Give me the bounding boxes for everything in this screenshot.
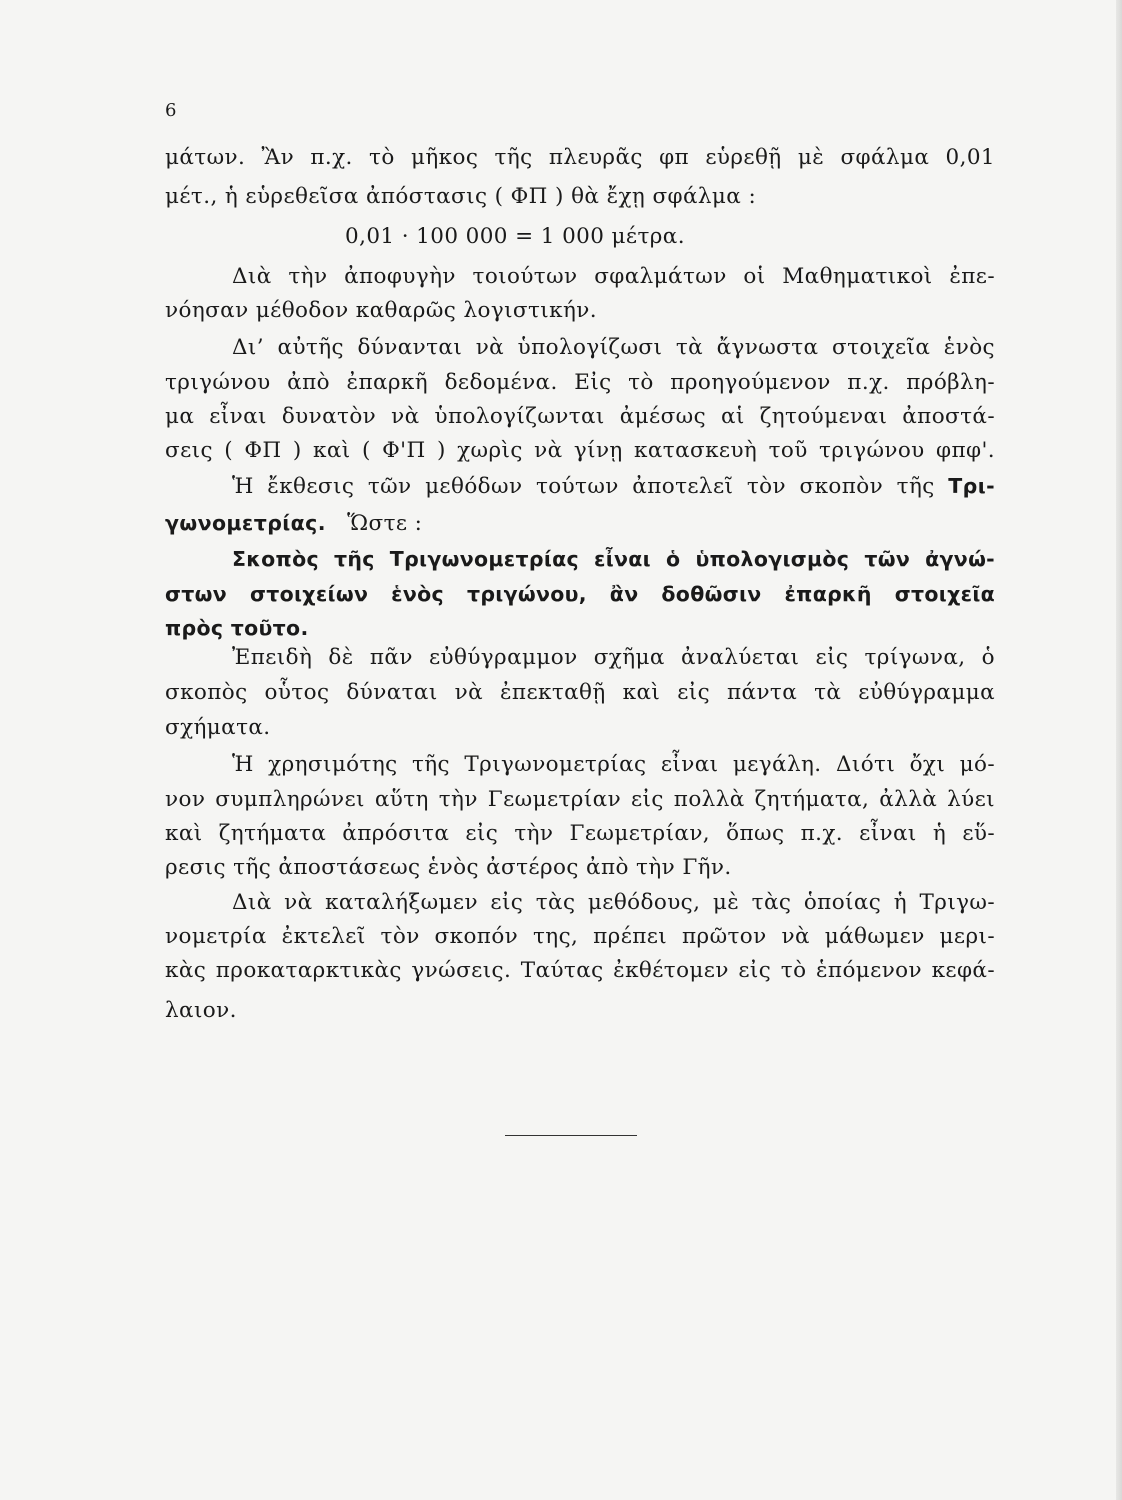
text-line: νον συμπληρώνει αὕτη τὴν Γεωμετρίαν εἰς πολλὰ ζητήματα, ἀλλὰ λύει (165, 787, 995, 812)
text-line: τριγώνου ἀπὸ ἐπαρκῆ δεδομένα. Εἰς τὸ προηγούμενον π.χ. πρόβλη- (165, 370, 995, 395)
bold-term: γωνομετρίας. (165, 511, 326, 535)
text-line: λαιον. (165, 998, 237, 1023)
page-edge (1116, 0, 1122, 1500)
text-line: ρεσις τῆς ἀποστάσεως ἑνὸς ἀστέρος ἀπὸ τὴν Γῆν. (165, 855, 732, 880)
text-line: μέτ., ἡ εὑρεθεῖσα ἀπόστασις ( ΦΠ ) θὰ ἔχῃ σφάλμα : (165, 184, 757, 209)
paragraph-start: Διὰ νὰ καταλήξωμεν εἰς τὰς μεθόδους, μὲ τὰς ὁποίας ἡ Τριγω- (232, 890, 995, 915)
bold-term: Τρι- (948, 474, 995, 498)
text-line (165, 508, 995, 539)
text-line: νομετρία ἐκτελεῖ τὸν σκοπόν της, πρέπει πρῶτον νὰ μάθωμεν μερι- (165, 924, 995, 949)
text-line: σκοπὸς οὗτος δύναται νὰ ἐπεκταθῇ καὶ εἰς πάντα τὰ εὐθύγραμμα (165, 680, 995, 705)
text-line: μα εἶναι δυνατὸν νὰ ὑπολογίζωνται ἀμέσως αἱ ζητούμεναι ἀποστά- (165, 404, 995, 429)
text-line: σχήματα. (165, 715, 271, 740)
paragraph-start: Διὰ τὴν ἀποφυγὴν τοιούτων σφαλμάτων οἱ Μαθηματικοὶ ἐπε- (232, 264, 995, 289)
paragraph-start: Ἡ χρησιμότης τῆς Τριγωνομετρίας εἶναι μεγάλη. Διότι ὄχι μό- (232, 752, 995, 777)
formula-line: 0,01 · 100 000 = 1 000 μέτρα. (345, 224, 685, 249)
text-line: νόησαν μέθοδον καθαρῶς λογιστικήν. (165, 298, 597, 323)
section-end-rule (505, 1135, 637, 1136)
definition-line: στων στοιχείων ἑνὸς τριγώνου, ἂν δοθῶσιν ἐπαρκῆ στοιχεῖα (165, 582, 995, 606)
text-segment: Ὥστε : (347, 511, 423, 536)
text-segment: Ἡ ἔκθεσις τῶν μεθόδων τούτων ἀποτελεῖ τὸν σκοπὸν τῆς (232, 474, 935, 499)
text-line: σεις ( ΦΠ ) καὶ ( Φ'Π ) χωρὶς νὰ γίνῃ κατασκευὴ τοῦ τριγώνου φπφ'. (165, 438, 995, 463)
text-line: μάτων. Ἂν π.χ. τὸ μῆκος τῆς πλευρᾶς φπ εὑρεθῇ μὲ σφάλμα 0,01 (165, 145, 995, 170)
definition-line: πρὸς τοῦτο. (165, 616, 309, 640)
paragraph-start: Ἐπειδὴ δὲ πᾶν εὐθύγραμμον σχῆμα ἀναλύεται εἰς τρίγωνα, ὁ (232, 645, 995, 670)
text-line: κὰς προκαταρκτικὰς γνώσεις. Ταύτας ἐκθέτομεν εἰς τὸ ἑπόμενον κεφά- (165, 958, 995, 983)
paragraph-start (232, 471, 995, 502)
page-number: 6 (165, 100, 177, 121)
paragraph-start: Δι’ αὐτῆς δύνανται νὰ ὑπολογίζωσι τὰ ἄγνωστα στοιχεῖα ἑνὸς (232, 335, 995, 360)
definition-line: Σκοπὸς τῆς Τριγωνομετρίας εἶναι ὁ ὑπολογισμὸς τῶν ἀγνώ- (232, 547, 995, 571)
text-line: καὶ ζητήματα ἀπρόσιτα εἰς τὴν Γεωμετρίαν, ὅπως π.χ. εἶναι ἡ εὕ- (165, 821, 995, 846)
